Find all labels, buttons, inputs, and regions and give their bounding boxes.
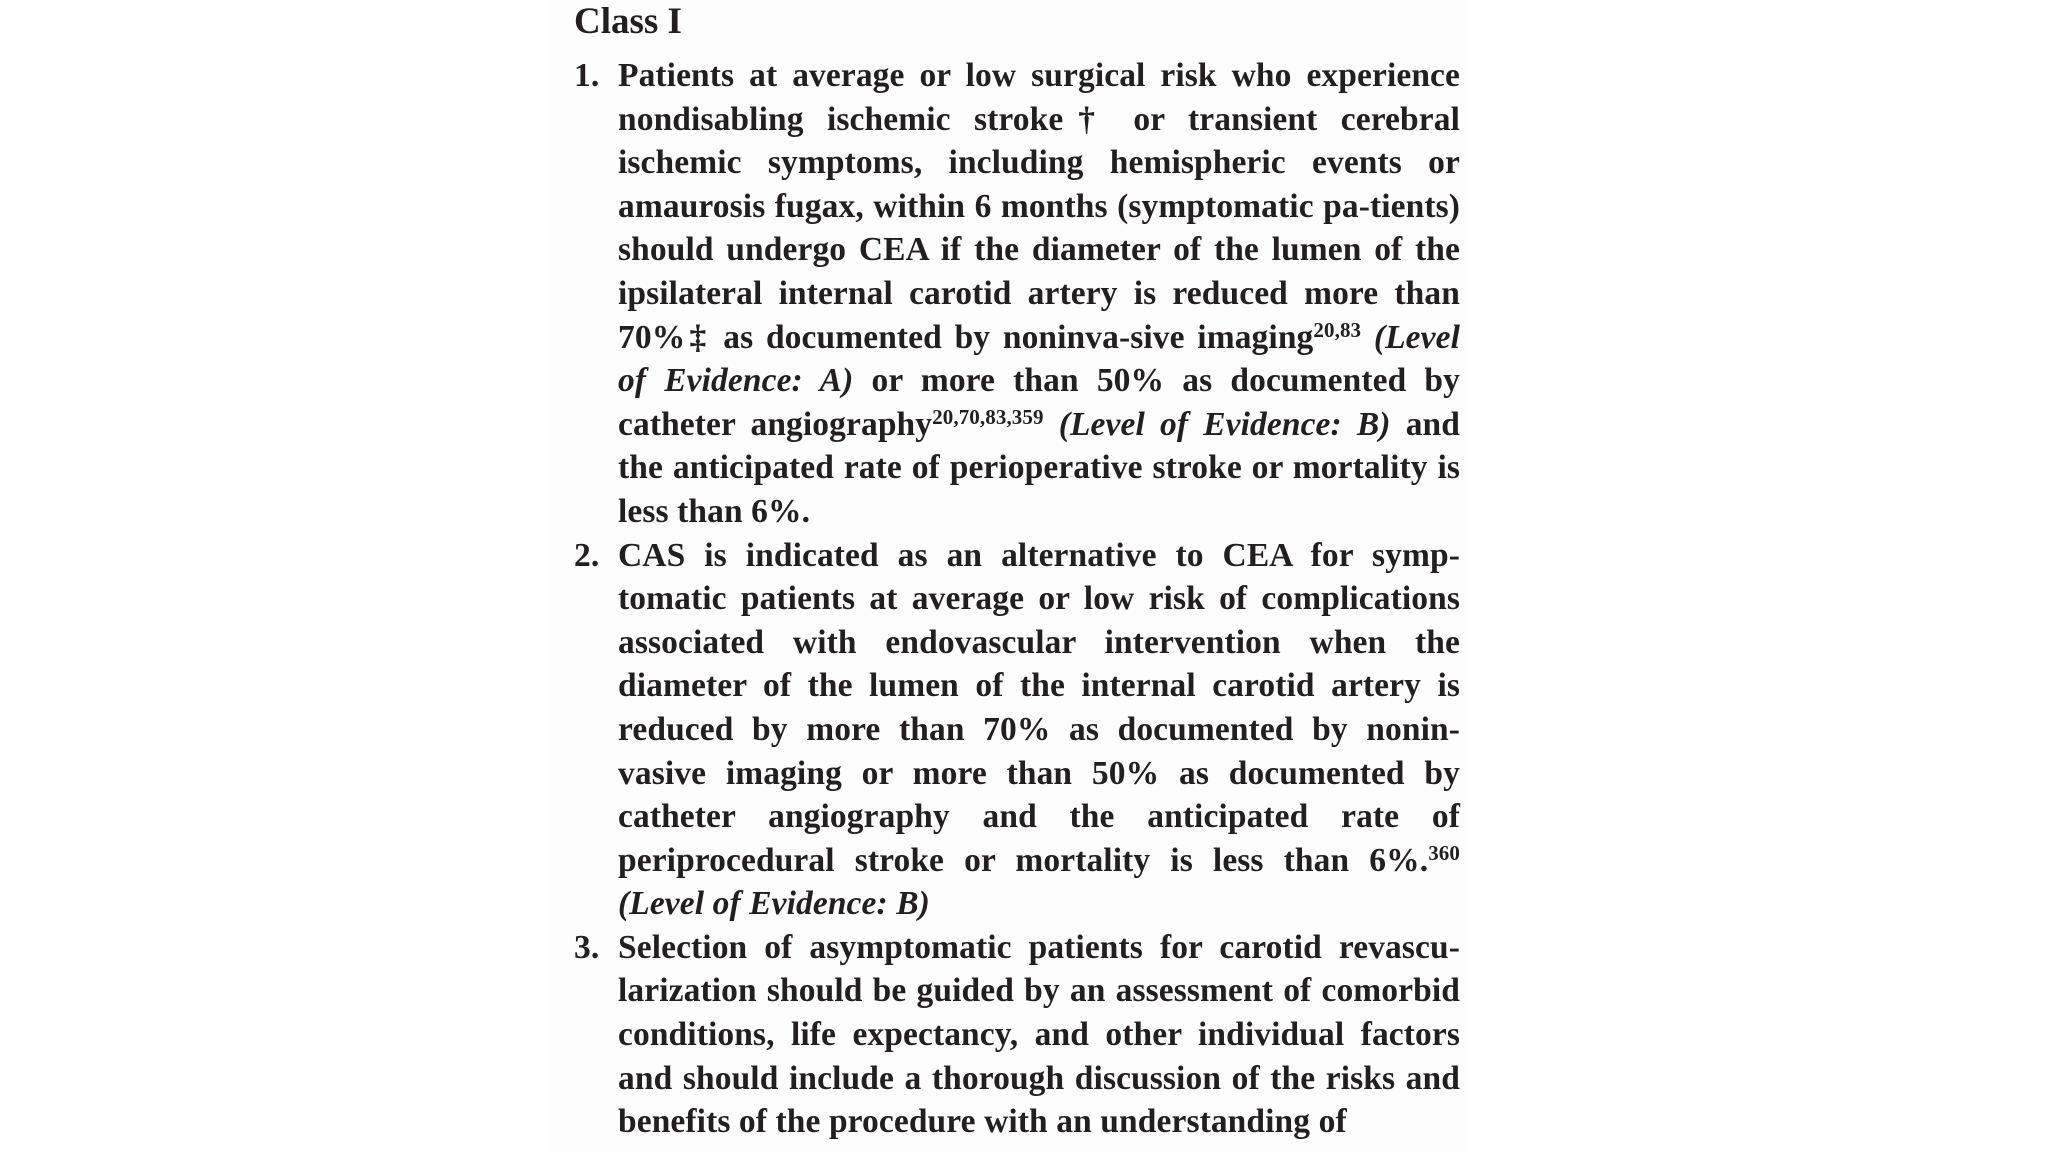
recommendation-text: Selection of asymptomatic patients for carotid revascu-larization should be guided by an assessment of comorbid conditions, life expectancy, and other individual factors and should include a thorough discussion of the risks and benefits of the procedure with an understanding of [618,928,1460,1141]
recommendation-text [1044,406,1059,443]
recommendation-item [574,534,1460,926]
recommendation-item [574,54,1460,534]
guideline-section [574,0,1460,1144]
item-number: 2. [574,536,600,574]
level-of-evidence: (Level of Evidence: B) [618,885,930,923]
citation-reference: 360 [1428,840,1460,865]
item-number: 1. [574,57,600,94]
recommendation-item [574,926,1460,1144]
item-number: 3. [574,928,600,966]
recommendation-list [574,54,1460,1144]
citation-reference: 20,83 [1313,317,1362,342]
recommendation-text: CAS is indicated as an alternative to CEA for symp-tomatic patients at average or low risk of complications associated with endovascular intervention when the diameter of the lumen of the internal carotid artery is reduced by more than 70% as documented by nonin-vasive imaging or more than 50% as documented by catheter angiography and the anticipated rate of periprocedural stroke or mortality is less than 6%. [618,536,1460,879]
recommendation-text [1361,319,1374,356]
recommendation-text: and the anticipated rate of perioperative stroke or mortality is less than 6%. [618,405,1461,530]
level-of-evidence: (Level of Evidence: A) [618,318,1460,400]
recommendation-text: Patients at average or low surgical risk who experience nondisabling ischemic stroke† or transient cerebral ischemic symptoms, including hemispheric events or amaurosis fugax, within 6 months (symptomatic pa-tients) should undergo CEA if the diameter of the lumen of the ipsilateral internal carotid artery is reduced more than 70%‡ as documented by noninva-sive imaging [618,57,1460,356]
level-of-evidence: (Level of Evidence: B) [1058,405,1391,443]
citation-reference: 20,70,83,359 [932,404,1044,429]
section-heading: Class I [574,1,682,42]
recommendation-text: or more than 50% as documented by catheter angiography [618,362,1461,443]
